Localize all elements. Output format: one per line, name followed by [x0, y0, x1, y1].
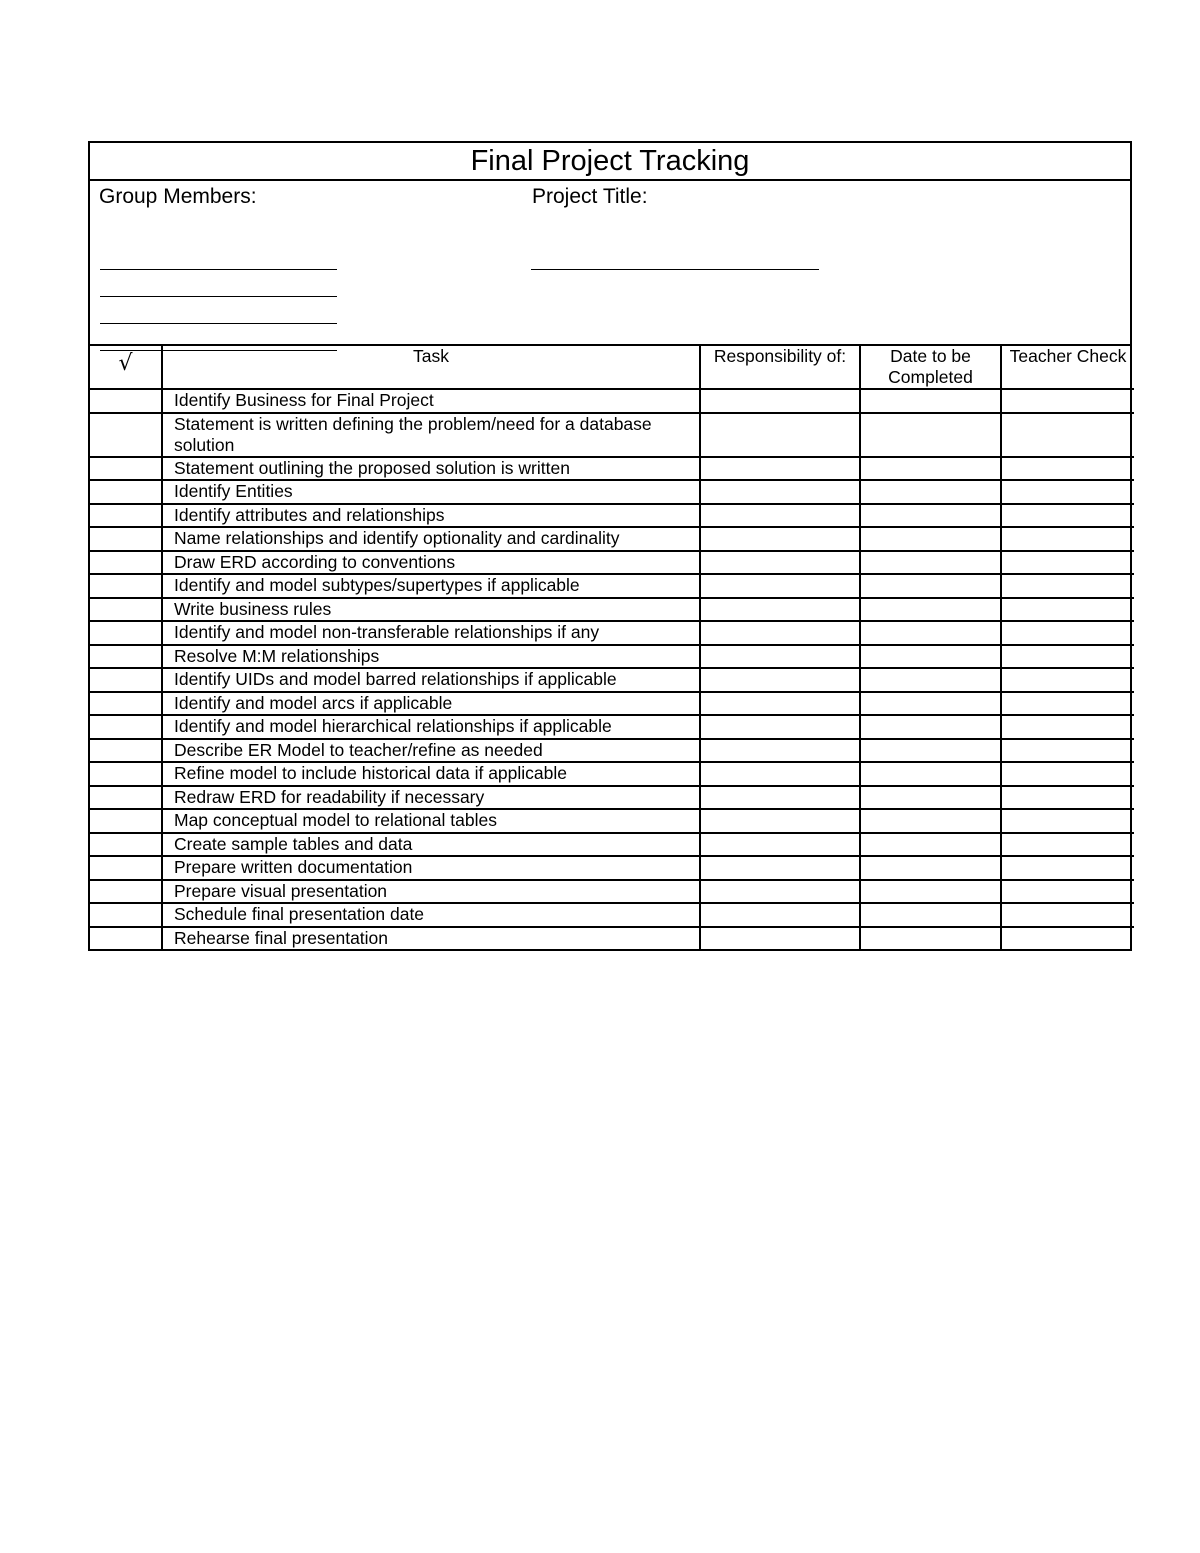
- teacher-check-cell[interactable]: [1001, 927, 1134, 950]
- check-cell[interactable]: [90, 645, 162, 669]
- table-row: [90, 668, 1134, 692]
- date-cell[interactable]: [860, 389, 1001, 413]
- teacher-check-cell[interactable]: [1001, 903, 1134, 927]
- date-cell[interactable]: [860, 645, 1001, 669]
- teacher-check-cell[interactable]: [1001, 762, 1134, 786]
- responsibility-cell[interactable]: [700, 551, 860, 575]
- responsibility-cell[interactable]: [700, 621, 860, 645]
- table-row: [90, 457, 1134, 481]
- task-cell: Map conceptual model to relational tables: [162, 809, 700, 833]
- date-cell[interactable]: [860, 715, 1001, 739]
- table-row: [90, 504, 1134, 528]
- responsibility-cell[interactable]: [700, 786, 860, 810]
- teacher-check-cell[interactable]: [1001, 668, 1134, 692]
- task-cell: Identify attributes and relationships: [162, 504, 700, 528]
- task-cell: Refine model to include historical data if applicable: [162, 762, 700, 786]
- responsibility-cell[interactable]: [700, 527, 860, 551]
- check-cell[interactable]: [90, 903, 162, 927]
- group-member-line-3[interactable]: [100, 323, 337, 324]
- table-row: [90, 903, 1134, 927]
- check-cell[interactable]: [90, 927, 162, 950]
- responsibility-cell[interactable]: [700, 739, 860, 763]
- date-cell[interactable]: [860, 903, 1001, 927]
- teacher-check-cell[interactable]: [1001, 692, 1134, 716]
- date-cell[interactable]: [860, 457, 1001, 481]
- teacher-check-cell[interactable]: [1001, 645, 1134, 669]
- responsibility-cell[interactable]: [700, 880, 860, 904]
- check-cell[interactable]: [90, 786, 162, 810]
- table-row: [90, 598, 1134, 622]
- teacher-check-column-header: Teacher Check: [1001, 346, 1134, 389]
- date-cell[interactable]: [860, 668, 1001, 692]
- teacher-check-cell[interactable]: [1001, 856, 1134, 880]
- task-table-header: [90, 346, 1134, 389]
- task-cell: Rehearse final presentation: [162, 927, 700, 950]
- check-cell[interactable]: [90, 389, 162, 413]
- group-member-line-2[interactable]: [100, 296, 337, 297]
- check-cell[interactable]: [90, 880, 162, 904]
- check-cell[interactable]: [90, 598, 162, 622]
- check-cell[interactable]: [90, 809, 162, 833]
- responsibility-cell[interactable]: [700, 645, 860, 669]
- check-cell[interactable]: [90, 551, 162, 575]
- task-cell: Schedule final presentation date: [162, 903, 700, 927]
- task-table: [90, 346, 1134, 949]
- date-cell[interactable]: [860, 527, 1001, 551]
- table-row: [90, 645, 1134, 669]
- table-row: [90, 389, 1134, 413]
- check-cell[interactable]: [90, 856, 162, 880]
- task-cell: Statement is written defining the problem/need for a database solution: [162, 413, 700, 457]
- project-title-line[interactable]: [531, 269, 819, 270]
- task-cell: Identify Business for Final Project: [162, 389, 700, 413]
- teacher-check-cell[interactable]: [1001, 389, 1134, 413]
- table-row: [90, 621, 1134, 645]
- teacher-check-cell[interactable]: [1001, 574, 1134, 598]
- check-cell[interactable]: [90, 621, 162, 645]
- date-cell[interactable]: [860, 786, 1001, 810]
- check-cell[interactable]: [90, 692, 162, 716]
- responsibility-cell[interactable]: [700, 457, 860, 481]
- responsibility-cell[interactable]: [700, 413, 860, 457]
- project-title-label: Project Title:: [532, 185, 648, 208]
- responsibility-cell[interactable]: [700, 692, 860, 716]
- task-column-header: Task: [162, 346, 700, 389]
- table-row: [90, 880, 1134, 904]
- teacher-check-cell[interactable]: [1001, 715, 1134, 739]
- task-table-body: [90, 389, 1134, 949]
- date-column-header: Date to be Completed: [860, 346, 1001, 389]
- task-cell: Describe ER Model to teacher/refine as needed: [162, 739, 700, 763]
- check-cell[interactable]: [90, 833, 162, 857]
- group-member-line-4[interactable]: [100, 350, 337, 351]
- table-row: [90, 809, 1134, 833]
- check-cell[interactable]: [90, 504, 162, 528]
- info-area: [90, 181, 1130, 346]
- responsibility-column-header: Responsibility of:: [700, 346, 860, 389]
- responsibility-cell[interactable]: [700, 480, 860, 504]
- responsibility-cell[interactable]: [700, 762, 860, 786]
- task-cell: Statement outlining the proposed solution is written: [162, 457, 700, 481]
- responsibility-cell[interactable]: [700, 668, 860, 692]
- date-cell[interactable]: [860, 739, 1001, 763]
- teacher-check-cell[interactable]: [1001, 480, 1134, 504]
- date-cell[interactable]: [860, 762, 1001, 786]
- table-row: [90, 692, 1134, 716]
- table-row: [90, 527, 1134, 551]
- task-cell: Identify Entities: [162, 480, 700, 504]
- responsibility-cell[interactable]: [700, 856, 860, 880]
- check-cell[interactable]: [90, 527, 162, 551]
- date-cell[interactable]: [860, 692, 1001, 716]
- task-cell: Name relationships and identify optionality and cardinality: [162, 527, 700, 551]
- table-row: [90, 480, 1134, 504]
- teacher-check-cell[interactable]: [1001, 809, 1134, 833]
- group-member-line-1[interactable]: [100, 269, 337, 270]
- table-row: [90, 574, 1134, 598]
- table-row: [90, 927, 1134, 950]
- task-cell: Identify UIDs and model barred relationships if applicable: [162, 668, 700, 692]
- check-cell[interactable]: [90, 480, 162, 504]
- task-cell: Identify and model subtypes/supertypes if applicable: [162, 574, 700, 598]
- teacher-check-cell[interactable]: [1001, 457, 1134, 481]
- table-row: [90, 833, 1134, 857]
- task-cell: Resolve M:M relationships: [162, 645, 700, 669]
- table-row: [90, 762, 1134, 786]
- project-tracking-form: [88, 141, 1132, 951]
- date-cell[interactable]: [860, 833, 1001, 857]
- date-cell[interactable]: [860, 574, 1001, 598]
- teacher-check-cell[interactable]: [1001, 413, 1134, 457]
- group-members-label: Group Members:: [99, 185, 257, 208]
- teacher-check-cell[interactable]: [1001, 786, 1134, 810]
- responsibility-cell[interactable]: [700, 504, 860, 528]
- check-column-header: √: [90, 346, 162, 389]
- table-row: [90, 739, 1134, 763]
- table-row: [90, 551, 1134, 575]
- date-cell[interactable]: [860, 551, 1001, 575]
- responsibility-cell[interactable]: [700, 715, 860, 739]
- task-cell: Identify and model non-transferable relationships if any: [162, 621, 700, 645]
- teacher-check-cell[interactable]: [1001, 880, 1134, 904]
- teacher-check-cell[interactable]: [1001, 551, 1134, 575]
- task-cell: Identify and model hierarchical relationships if applicable: [162, 715, 700, 739]
- responsibility-cell[interactable]: [700, 833, 860, 857]
- check-cell[interactable]: [90, 668, 162, 692]
- date-cell[interactable]: [860, 927, 1001, 950]
- responsibility-cell[interactable]: [700, 389, 860, 413]
- date-cell[interactable]: [860, 504, 1001, 528]
- check-cell[interactable]: [90, 762, 162, 786]
- table-row: [90, 856, 1134, 880]
- teacher-check-cell[interactable]: [1001, 598, 1134, 622]
- check-cell[interactable]: [90, 739, 162, 763]
- check-cell[interactable]: [90, 457, 162, 481]
- check-cell[interactable]: [90, 715, 162, 739]
- date-cell[interactable]: [860, 856, 1001, 880]
- form-title: Final Project Tracking: [90, 143, 1130, 181]
- responsibility-cell[interactable]: [700, 903, 860, 927]
- responsibility-cell[interactable]: [700, 809, 860, 833]
- responsibility-cell[interactable]: [700, 598, 860, 622]
- date-cell[interactable]: [860, 621, 1001, 645]
- teacher-check-cell[interactable]: [1001, 739, 1134, 763]
- teacher-check-cell[interactable]: [1001, 833, 1134, 857]
- date-cell[interactable]: [860, 809, 1001, 833]
- task-cell: Write business rules: [162, 598, 700, 622]
- teacher-check-cell[interactable]: [1001, 504, 1134, 528]
- task-cell: Redraw ERD for readability if necessary: [162, 786, 700, 810]
- teacher-check-cell[interactable]: [1001, 621, 1134, 645]
- table-row: [90, 715, 1134, 739]
- task-cell: Draw ERD according to conventions: [162, 551, 700, 575]
- date-cell[interactable]: [860, 480, 1001, 504]
- task-cell: Prepare written documentation: [162, 856, 700, 880]
- check-cell[interactable]: [90, 574, 162, 598]
- date-cell[interactable]: [860, 413, 1001, 457]
- table-row: [90, 413, 1134, 457]
- date-cell[interactable]: [860, 880, 1001, 904]
- responsibility-cell[interactable]: [700, 927, 860, 950]
- check-cell[interactable]: [90, 413, 162, 457]
- task-cell: Identify and model arcs if applicable: [162, 692, 700, 716]
- task-cell: Create sample tables and data: [162, 833, 700, 857]
- teacher-check-cell[interactable]: [1001, 527, 1134, 551]
- task-cell: Prepare visual presentation: [162, 880, 700, 904]
- table-row: [90, 786, 1134, 810]
- date-cell[interactable]: [860, 598, 1001, 622]
- responsibility-cell[interactable]: [700, 574, 860, 598]
